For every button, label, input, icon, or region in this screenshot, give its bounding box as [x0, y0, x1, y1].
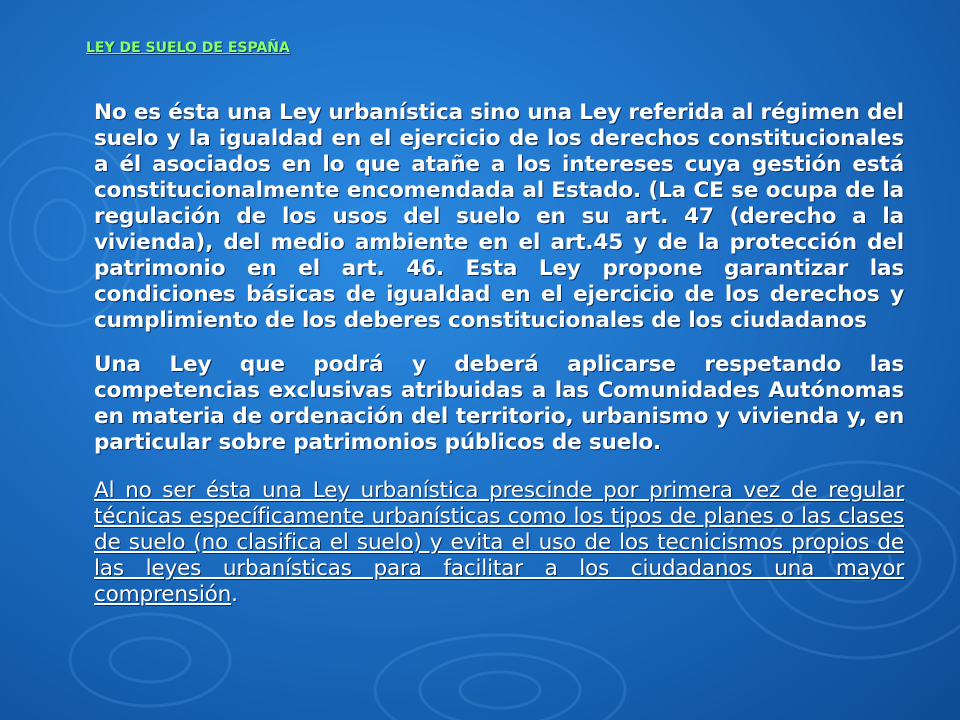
slide-title[interactable]: LEY DE SUELO DE ESPAÑA — [86, 40, 290, 56]
paragraph-3 — [94, 478, 904, 608]
paragraph-1: No es ésta una Ley urbanística sino una Ley referida al régimen del suelo y la igualdad en el ejercicio de los derechos constitucionales a él asociados en lo que atañe a los intereses cuya gestión está constitucionalmente encomendada al Estado. (La CE se ocupa de la regulación de los usos del suelo en su art. 47 (derecho a la vivienda), del medio ambiente en el art.45 y de la protección del patrimonio en el art. 46. Esta Ley propone garantizar las condiciones básicas de igualdad en el ejercicio de los derechos y cumplimiento de los deberes constitucionales de los ciudadanos — [94, 100, 905, 333]
paragraph-3-tail: . — [231, 582, 238, 607]
paragraph-2: Una Ley que podrá y deberá aplicarse respetando las competencias exclusivas atribuidas a las Comunidades Autónomas en materia de ordenación del territorio, urbanismo y vivienda y, en particular sobre patrimonios públicos de suelo. — [94, 352, 904, 455]
paragraph-3-link[interactable]: Al no ser ésta una Ley urbanística prescinde por primera vez de regular técnicas específicamente urbanísticas como los tipos de planes o las clases de suelo (no clasifica el suelo) y evita el uso de los tecnicismos propios de las leyes urbanísticas para facilitar a los ciudadanos una mayor comprensión — [94, 478, 904, 607]
